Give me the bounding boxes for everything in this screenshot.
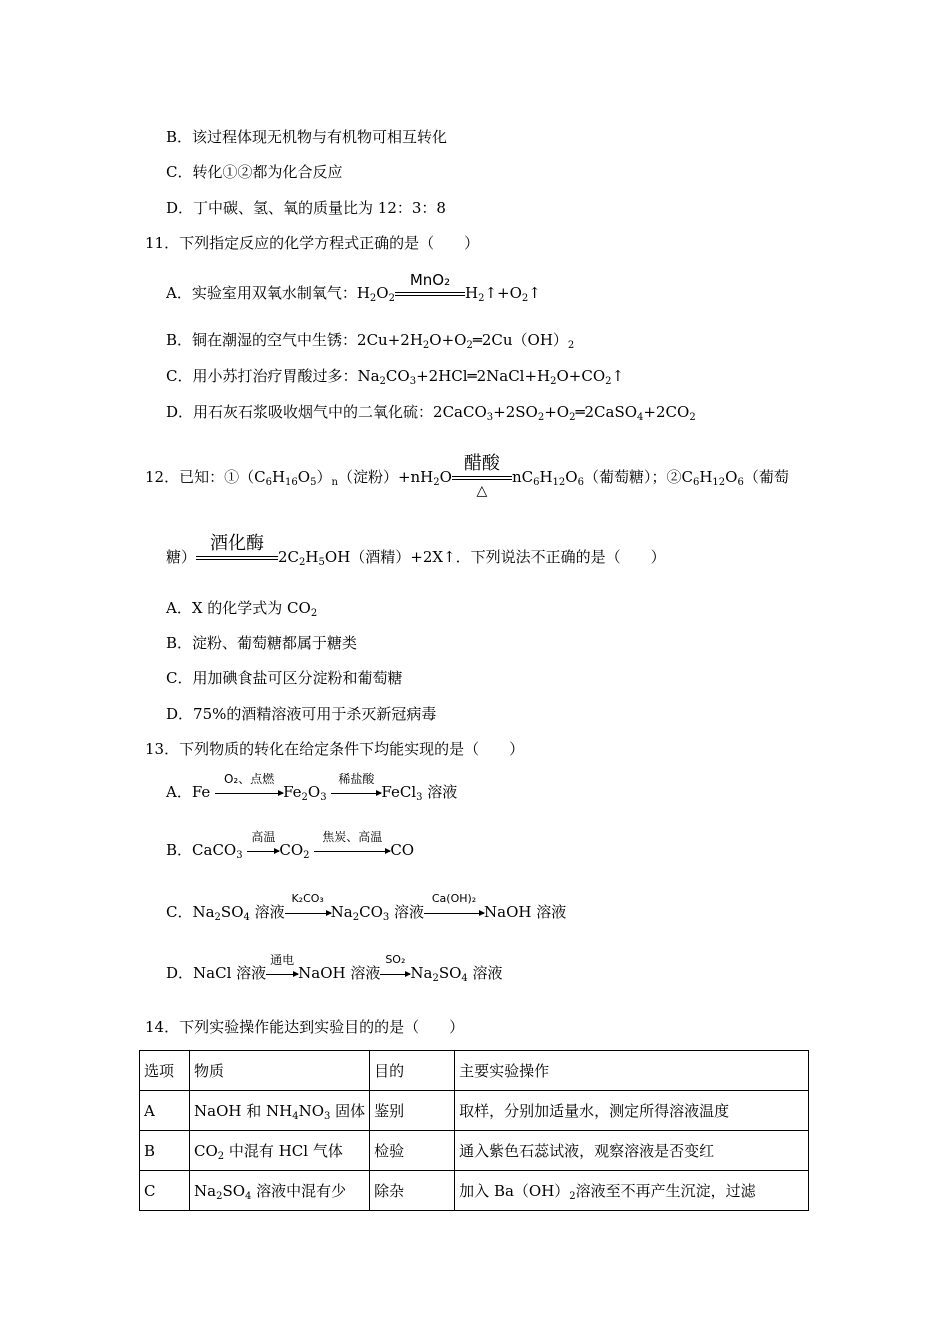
zymase-condition: 酒化酶 xyxy=(210,533,265,554)
q12-option-c: C．用加碘食盐可区分淀粉和葡萄糖 xyxy=(166,669,403,687)
header-operation: 主要实验操作 xyxy=(455,1051,809,1091)
header-option: 选项 xyxy=(140,1051,190,1091)
q13-stem: 13．下列物质的转化在给定条件下均能实现的是（ ） xyxy=(145,740,525,758)
q12-option-d: D．75%的酒精溶液可用于杀灭新冠病毒 xyxy=(166,705,437,723)
q13-option-d: D．NaCl 溶液 通电 NaOH 溶液 SO₂ $Na_2SO_4$ 溶液 xyxy=(166,953,503,984)
q10-option-d: D．丁中碳、氢、氧的质量比为 12：3：8 xyxy=(166,199,446,217)
header-substance: 物质 xyxy=(190,1051,370,1091)
header-purpose: 目的 xyxy=(370,1051,455,1091)
q11-option-d: D．用石灰石浆吸收烟气中的二氧化硫：$2CaCO_3+2SO_2+O_2═2CaSO_4+2CO_2$ xyxy=(166,403,696,423)
q11-option-b: B．铜在潮湿的空气中生锈：$2Cu+2H_2O+O_2═2Cu(OH)_2$ xyxy=(166,331,575,351)
q13-option-a: A．Fe O₂、点燃 $Fe_2O_3$ 稀盐酸 FeCl$_3$ 溶液 xyxy=(166,772,458,803)
q12-option-b: B．淀粉、葡萄糖都属于糖类 xyxy=(166,634,358,652)
q11-option-a: A．实验室用双氧水制氧气：$H_2O_2$ MnO₂ $H_2↑+O_2↑$ xyxy=(166,271,541,304)
q11-option-c: C．用小苏打治疗胃酸过多：$Na_2CO_3+2HCl═2NaCl+H_2O+CO_2↑$ xyxy=(166,367,625,387)
q12-option-a: A．X 的化学式为 $CO_2$ xyxy=(166,599,318,619)
acetic-acid-condition: 醋酸 xyxy=(463,453,500,474)
experiment-table xyxy=(139,1050,809,1211)
q14-stem: 14．下列实验操作能达到实验目的的是（ ） xyxy=(145,1018,465,1036)
q13-option-b: B．CaCO$_3$ 高温 $CO_2$ 焦炭、高温 CO xyxy=(166,830,415,861)
q12-stem-line2: 糖） 酒化酶 $2C_2H_5OH$（酒精）+2X↑．下列说法不正确的是（ ） xyxy=(166,533,666,568)
table-row: C $Na_2SO_4$ 溶液中混有少 除杂 加入 $Ba(OH)_2$溶液至不再产生沉淀，过滤 xyxy=(140,1171,809,1211)
q10-option-b: B．该过程体现无机物与有机物可相互转化 xyxy=(166,128,448,146)
table-header-row xyxy=(140,1051,809,1091)
q12-stem-line1: 12．已知：$①(C_6H_{16}O_5)_n$（淀粉）$+nH_2O$ 醋酸 △ $nC_6H_{12}O_6$（葡萄糖）；$②C_6H_{12}O_6$（葡萄 xyxy=(145,453,789,499)
q11-stem: 11．下列指定反应的化学方程式正确的是（ ） xyxy=(145,234,480,252)
mno2-condition: MnO₂ xyxy=(409,271,451,289)
q13-option-c: C．$Na_2SO_4$ 溶液 K₂CO₃ $Na_2CO_3$ 溶液 Ca(OH)₂ NaOH 溶液 xyxy=(166,892,567,923)
q10-option-c: C．转化①②都为化合反应 xyxy=(166,163,343,181)
table-row: A NaOH 和 $NH_4NO_3$ 固体 鉴别 取样，分别加适量水，测定所得溶液温度 xyxy=(140,1091,809,1131)
heat-symbol: △ xyxy=(476,483,488,499)
table-row: B $CO_2$ 中混有 HCl 气体 检验 通入紫色石蕊试液，观察溶液是否变红 xyxy=(140,1131,809,1171)
